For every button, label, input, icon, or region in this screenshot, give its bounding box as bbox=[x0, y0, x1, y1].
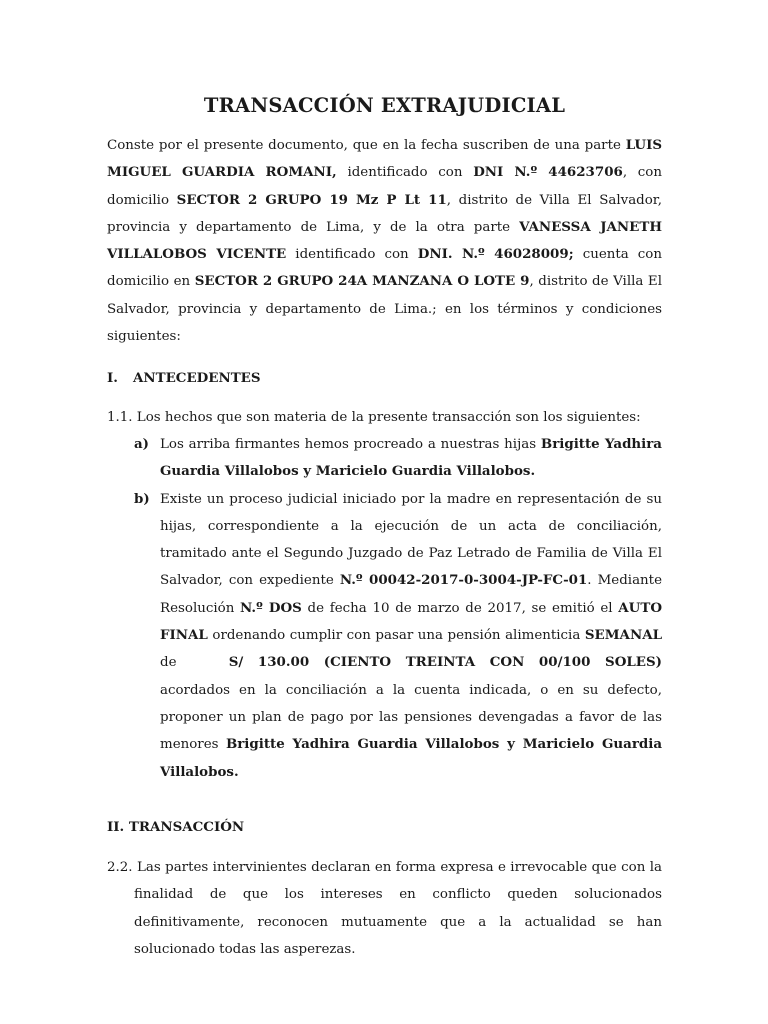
children-names: Brigitte Yadhira Guardia Villalobos y Maricielo Guardia Villalobos. bbox=[160, 736, 662, 780]
intro-text: Conste por el presente documento, que en la fecha suscriben de una parte bbox=[107, 138, 626, 153]
list-item-b bbox=[107, 486, 662, 786]
pension-amount: S/ 130.00 (CIENTO TREINTA CON 00/100 SOLES) bbox=[228, 654, 662, 671]
intro-text: identificado con bbox=[336, 165, 474, 181]
auto-final: AUTO FINAL bbox=[160, 599, 662, 644]
intro-paragraph bbox=[107, 132, 662, 350]
list-text: . Mediante Resolución bbox=[160, 573, 662, 616]
list-text: ordenando cumplir con pasar una pensión alimenticia bbox=[207, 628, 585, 644]
pension-frequency: SEMANAL bbox=[584, 627, 662, 644]
party-one-name: LUIS MIGUEL GUARDIA ROMANI, bbox=[107, 137, 662, 181]
list-text: acordados en la conciliación a la cuenta indicada, o en su defecto, proponer un plan de pago por las pensiones devengadas a favor de las menores bbox=[160, 682, 662, 753]
document-page bbox=[107, 92, 662, 963]
intro-text: identificado con bbox=[286, 247, 418, 263]
list-marker: b) bbox=[134, 490, 150, 507]
intro-text: , con domicilio bbox=[107, 165, 662, 208]
document-title: TRANSACCIÓN EXTRAJUDICIAL bbox=[203, 94, 566, 117]
clause-1-1: 1.1. Los hechos que son materia de la presente transacción son los siguientes: bbox=[107, 409, 641, 425]
party-two-address: SECTOR 2 GRUPO 24A MANZANA O LOTE 9 bbox=[194, 273, 530, 290]
clause-2-2: 2.2. Las partes intervinientes declaran en forma expresa e irrevocable que con la finalidad de que los intereses en conflicto queden solucionados definitivamente, reconocen mutuamente que a la actualidad se han solucionado todas las asperezas. bbox=[107, 860, 662, 958]
section-label: ANTECEDENTES bbox=[133, 370, 261, 387]
list-marker: a) bbox=[134, 435, 150, 452]
list-text: Existe un proceso judicial iniciado por la madre en representación de su hijas, correspondiente a la ejecución de un acta de conciliación, tramitado ante el Segundo Juzgado de Paz Letrado de Familia de Villa El Salvador, con expediente bbox=[160, 491, 662, 589]
resolution-number: N.º DOS bbox=[240, 599, 302, 616]
list-text: Los arriba firmantes hemos procreado a nuestras hijas bbox=[160, 436, 541, 452]
list-item-a bbox=[107, 431, 662, 486]
case-number: N.º 00042-2017-0-3004-JP-FC-01 bbox=[339, 572, 588, 589]
party-one-address: SECTOR 2 GRUPO 19 Mz P Lt 11 bbox=[176, 191, 447, 208]
party-one-dni: DNI N.º 44623706 bbox=[473, 164, 623, 181]
party-two-name: VANESSA JANETH VILLALOBOS VICENTE bbox=[107, 218, 662, 263]
intro-text: , distrito de Villa El Salvador, provincia y departamento de Lima, y de la otra parte bbox=[107, 192, 662, 235]
intro-text: , distrito de Villa El Salvador, provincia y departamento de Lima.; en los términos y condiciones siguientes: bbox=[107, 274, 662, 345]
children-names: Brigitte Yadhira Guardia Villalobos y Maricielo Guardia Villalobos. bbox=[160, 435, 662, 480]
section-heading-antecedentes bbox=[107, 365, 662, 392]
intro-text: cuenta con domicilio en bbox=[107, 247, 662, 290]
section-number: I. bbox=[107, 370, 118, 387]
party-two-dni: DNI. N.º 46028009; bbox=[417, 246, 574, 263]
section-heading-transaccion: II. TRANSACCIÓN bbox=[107, 818, 245, 835]
list-text: de fecha 10 de marzo de 2017, se emitió el bbox=[301, 600, 619, 616]
list-text: de bbox=[160, 655, 191, 671]
